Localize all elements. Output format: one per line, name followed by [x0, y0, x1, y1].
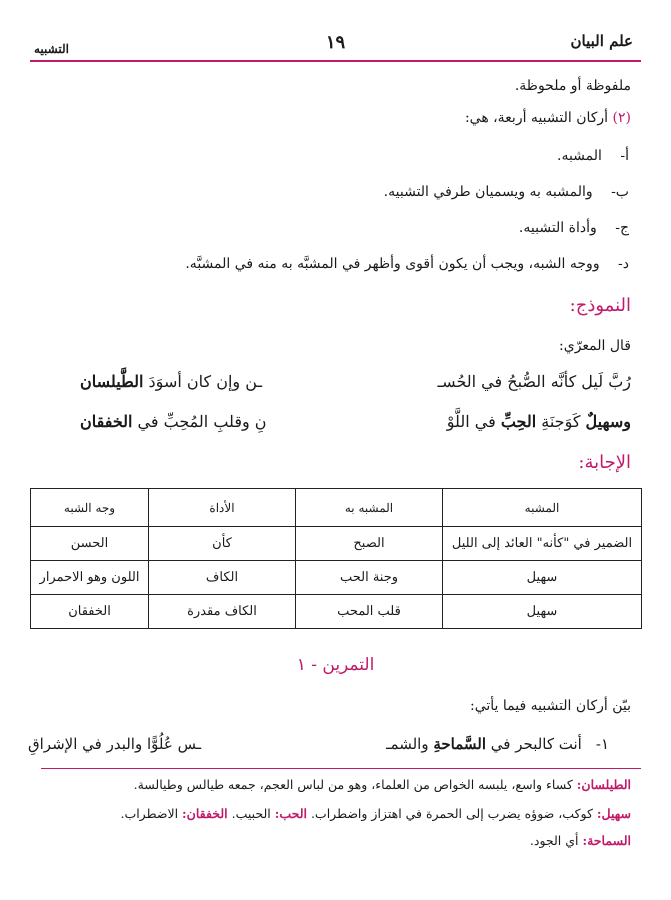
column-header: وجه الشبه	[31, 489, 149, 527]
list-text: ووجه الشبه، ويجب أن يكون أقوى وأظهر في المشبَّه به منه في المشبَّه.	[185, 256, 600, 272]
verse-text: في اللَّوْ	[446, 412, 501, 431]
list-item	[30, 184, 629, 200]
list-item	[30, 148, 629, 164]
table-header-row	[31, 489, 642, 527]
point-number: (٢)	[612, 110, 631, 126]
verse2-first-hemistich	[447, 412, 631, 431]
chapter-title: التشبيه	[34, 42, 69, 56]
header-divider	[30, 60, 641, 62]
exercise-item-first	[386, 735, 609, 753]
table-cell: اللون وهو الاحمرار	[31, 561, 149, 595]
table-cell: الكاف مقدرة	[149, 595, 296, 629]
footnote-key: الحب:	[274, 806, 307, 821]
table-cell: الضمير في "كأنه" العائد إلى الليل	[443, 527, 642, 561]
table-cell: الخفقان	[31, 595, 149, 629]
verse-keyword: الخفقان	[80, 412, 133, 431]
verse-text: نِ وقلبِ المُحِبِّ في	[132, 412, 267, 431]
table-row	[31, 527, 642, 561]
footnote-text: الاضطراب.	[120, 806, 183, 821]
column-header: المشبه	[443, 489, 642, 527]
running-header	[30, 32, 641, 58]
footnote-text: كساء واسع، يلبسه الخواص من العلماء، وهو من لباس العجم، جمعه طيالس وطيالسة.	[133, 777, 577, 792]
table-cell: سهيل	[443, 595, 642, 629]
footnote-key: الخفقان:	[182, 806, 228, 821]
list-item	[30, 220, 629, 236]
verse-text: أنت كالبحر في	[486, 735, 582, 753]
list-letter: ب-	[611, 184, 629, 200]
footnote-key: الطيلسان:	[576, 777, 631, 792]
column-header: المشبه به	[296, 489, 443, 527]
verse-text: كَوَجنَةِ	[536, 412, 586, 431]
table-cell: كأن	[149, 527, 296, 561]
footnote	[25, 806, 631, 821]
book-title: علم البيان	[570, 32, 633, 50]
footnote	[25, 833, 631, 848]
footnote	[25, 777, 631, 792]
answer-table	[30, 488, 642, 629]
column-header: الأداة	[149, 489, 296, 527]
list-text: المشبه.	[557, 148, 602, 164]
verse1-second-hemistich	[80, 372, 262, 391]
list-letter: ج-	[615, 220, 629, 236]
table-cell: سهيل	[443, 561, 642, 595]
list-item	[30, 256, 629, 272]
paragraph-line: ملفوظة أو ملحوظة.	[514, 78, 631, 94]
table-cell: الكاف	[149, 561, 296, 595]
verse-keyword: الحِبِّ	[500, 412, 537, 431]
table-row	[31, 595, 642, 629]
list-letter: أ-	[620, 148, 629, 164]
list-text: والمشبه به ويسميان طرفي التشبيه.	[383, 184, 593, 200]
table-cell: الحسن	[31, 527, 149, 561]
verse2-second-hemistich	[80, 412, 267, 431]
exercise-item-second: ـس عُلُوًّا والبدر في الإشراقِ	[28, 735, 202, 753]
list-letter: د-	[618, 256, 629, 272]
verse-keyword: الطَّيلسان	[80, 372, 144, 391]
table-row	[31, 561, 642, 595]
item-number: ١-	[595, 735, 609, 753]
footnote-key: سهيل:	[596, 806, 631, 821]
exercise-title: التمرين - ١	[296, 655, 375, 675]
page-number: ١٩	[325, 32, 346, 53]
table-cell: الصبح	[296, 527, 443, 561]
list-text: وأداة التشبيه.	[518, 220, 597, 236]
exercise-instruction: بيّن أركان التشبيه فيما يأتي:	[470, 698, 631, 714]
table-cell: وجنة الحب	[296, 561, 443, 595]
verse-keyword: السَّماحةِ	[433, 735, 487, 753]
example-intro: قال المعرّي:	[559, 338, 631, 354]
verse1-first-hemistich: رُبَّ لَيل كأنَّه الصُّبحُ في الحُسـ	[437, 372, 631, 391]
footnote-text: أي الجود.	[529, 833, 583, 848]
answer-heading: الإجابة:	[578, 452, 631, 473]
table-cell: قلب المحب	[296, 595, 443, 629]
verse-keyword: وسهيلٌ	[585, 412, 631, 431]
pillars-intro	[30, 110, 631, 126]
footnote-text: الحبيب.	[227, 806, 275, 821]
footnote-text: كوكب، ضوؤه يضرب إلى الحمرة في اهتزاز واضطراب.	[306, 806, 597, 821]
footnote-key: السماحة:	[582, 833, 631, 848]
pillars-text: أركان التشبيه أربعة، هي:	[464, 110, 609, 126]
verse-text: والشمـ	[386, 735, 434, 753]
footnote-divider	[41, 768, 641, 769]
verse-text: ـن وإن كان أسوَدَ	[143, 372, 263, 391]
example-heading: النموذج:	[569, 295, 631, 316]
